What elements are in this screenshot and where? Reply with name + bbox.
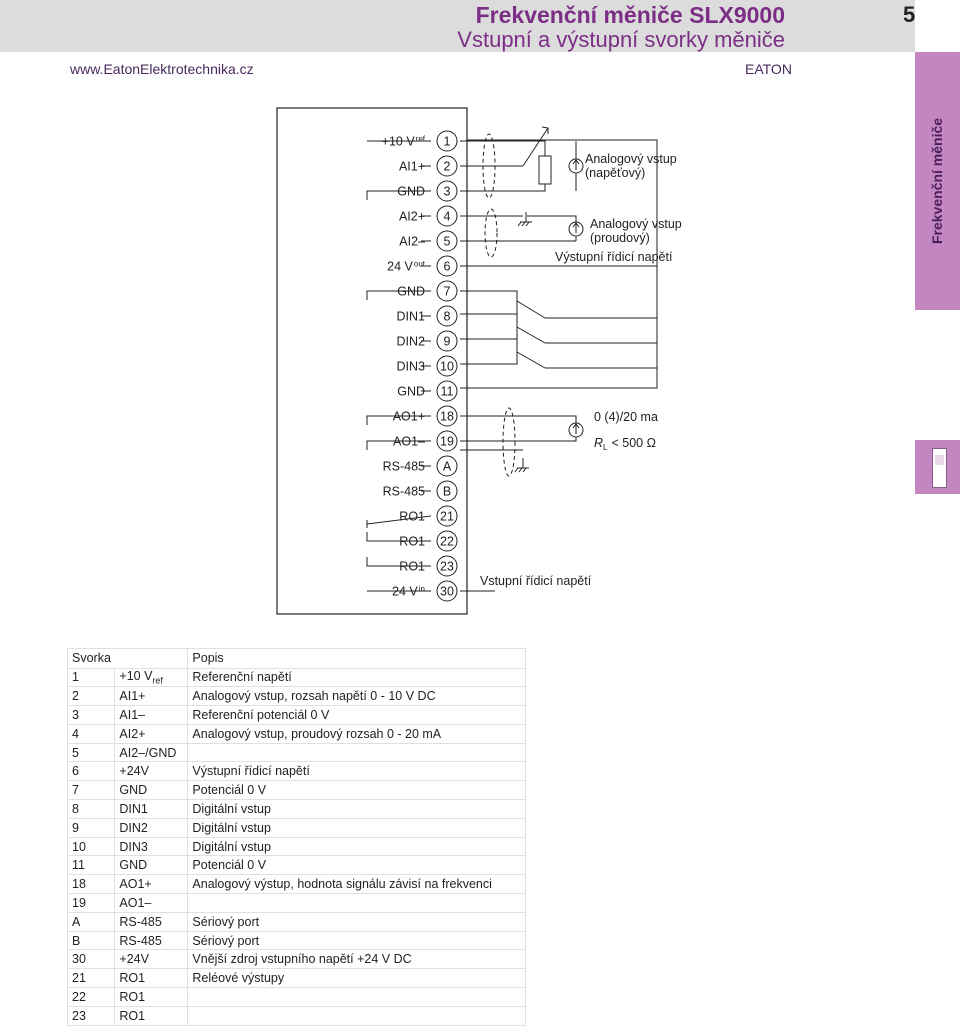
cell-name-text: RS-485 [119, 914, 162, 929]
terminal-pin: 7 [443, 284, 451, 299]
terminal-label: RO1 [399, 534, 425, 549]
table-row [68, 781, 526, 800]
terminal-label: GND [397, 184, 425, 199]
cell-name-text: AI2–/GND [119, 745, 177, 760]
table-row [68, 856, 526, 875]
cell-name [115, 875, 188, 894]
cell-name [115, 724, 188, 743]
terminal-label: AO1– [393, 434, 425, 449]
cell-pin: 23 [68, 1006, 115, 1025]
table-row [68, 988, 526, 1007]
terminal-label: RS-485 [382, 484, 425, 499]
cell-name-text: DIN1 [119, 801, 148, 816]
cell-name-sub: ref [152, 675, 163, 686]
table-row [68, 800, 526, 819]
table-row [68, 950, 526, 969]
cell-name [115, 762, 188, 781]
cell-description: Potenciál 0 V [188, 856, 526, 875]
terminal-pin: 6 [443, 259, 451, 274]
cell-name [115, 743, 188, 762]
terminal-pin: 8 [443, 309, 451, 324]
cell-pin: 4 [68, 724, 115, 743]
terminal-pin: 9 [443, 334, 451, 349]
table-row [68, 706, 526, 725]
cell-name [115, 781, 188, 800]
terminal-pin: A [442, 459, 452, 474]
terminal-label: RO1 [399, 559, 425, 574]
cell-pin: 22 [68, 988, 115, 1007]
table-row [68, 912, 526, 931]
terminal-label: RS-485 [382, 459, 425, 474]
brand-name: EATON [745, 61, 792, 77]
cell-name [115, 687, 188, 706]
cell-name [115, 969, 188, 988]
terminal-table [67, 648, 526, 1026]
cell-pin: 1 [68, 668, 115, 687]
control-voltage-output-label: Výstupní řídicí napětí [555, 250, 673, 264]
cell-pin: 8 [68, 800, 115, 819]
page-number: 5 [903, 2, 916, 27]
cell-pin: 2 [68, 687, 115, 706]
cell-description [188, 1006, 526, 1025]
cell-name-text: GND [119, 783, 148, 798]
cell-pin: 30 [68, 950, 115, 969]
cell-name-text: RO1 [119, 1008, 146, 1023]
cell-name-text: +24V [119, 764, 149, 779]
cell-description: Reléové výstupy [188, 969, 526, 988]
cell-pin: 3 [68, 706, 115, 725]
terminal-B [383, 481, 457, 501]
cell-name-text: RS-485 [119, 933, 162, 948]
header-terminal: Svorka [68, 649, 115, 669]
cell-name-text: AO1– [119, 895, 152, 910]
website-link[interactable]: www.EatonElektrotechnika.cz [70, 61, 254, 77]
cell-pin: 9 [68, 818, 115, 837]
cell-name-text: AI1+ [119, 689, 146, 704]
terminal-label: RO1 [399, 509, 425, 524]
header-blank [115, 649, 188, 669]
terminal-pin: 4 [443, 209, 451, 224]
terminal-pin: 5 [443, 234, 451, 249]
terminal-pin: 30 [440, 584, 454, 599]
table-row [68, 837, 526, 856]
cell-description: Analogový vstup, rozsah napětí 0 - 10 V DC [188, 687, 526, 706]
cell-pin: 6 [68, 762, 115, 781]
terminal-pin: 18 [440, 409, 454, 424]
terminal-pin: 1 [443, 134, 451, 149]
terminal-A [383, 456, 457, 476]
terminal-label: DIN3 [396, 359, 425, 374]
terminal-pin: 10 [440, 359, 454, 374]
cell-description: Digitální vstup [188, 818, 526, 837]
cell-description: Analogový vstup, proudový rozsah 0 - 20 mA [188, 724, 526, 743]
current-output-label: 0 (4)/20 ma [594, 410, 658, 424]
cell-description: Výstupní řídicí napětí [188, 762, 526, 781]
cell-name [115, 856, 188, 875]
table-row [68, 668, 526, 687]
terminal-label: +10 $V^{ref}$ [381, 134, 425, 149]
terminal-label: AI1+ [398, 159, 425, 174]
cell-name [115, 931, 188, 950]
cell-name [115, 912, 188, 931]
cell-name-text: RO1 [119, 971, 146, 986]
cell-description: Referenční napětí [188, 668, 526, 687]
cell-name [115, 837, 188, 856]
cell-pin: B [68, 931, 115, 950]
terminal-label: AI2+ [398, 209, 425, 224]
cell-description: Sériový port [188, 931, 526, 950]
cell-name [115, 800, 188, 819]
cell-pin: 21 [68, 969, 115, 988]
cell-name [115, 894, 188, 913]
cell-name [115, 706, 188, 725]
cell-name-text: DIN2 [119, 820, 148, 835]
page-title: Frekvenční měniče SLX9000 [475, 2, 785, 28]
table-row [68, 743, 526, 762]
header-description: Popis [188, 649, 526, 669]
cell-description: Digitální vstup [188, 837, 526, 856]
terminal-label: DIN2 [396, 334, 425, 349]
terminal-pin: 11 [440, 384, 454, 399]
cell-name [115, 988, 188, 1007]
analog-current-input-label: Analogový vstup (proudový) [590, 217, 682, 245]
terminal-label: GND [397, 384, 425, 399]
cell-description: Digitální vstup [188, 800, 526, 819]
terminal-pin: 21 [440, 509, 454, 524]
terminal-label: AO1+ [392, 409, 425, 424]
cell-description [188, 894, 526, 913]
table-header-row [68, 649, 526, 669]
cell-pin: A [68, 912, 115, 931]
cell-pin: 7 [68, 781, 115, 800]
terminal-pin: 3 [443, 184, 451, 199]
terminal-label: 24 $V^{in}$ [392, 584, 425, 599]
terminal-label: GND [397, 284, 425, 299]
load-resistance-label: $R_L < 500$ Ω [594, 436, 656, 452]
terminal-pin: B [442, 484, 452, 499]
terminal-pin: 19 [440, 434, 454, 449]
table-row [68, 762, 526, 781]
terminal-pin: 22 [440, 534, 454, 549]
table-row [68, 969, 526, 988]
cell-pin: 19 [68, 894, 115, 913]
cell-name-text: DIN3 [119, 839, 148, 854]
terminal-label: DIN1 [396, 309, 425, 324]
cell-name-text: GND [119, 858, 148, 873]
cell-description: Referenční potenciál 0 V [188, 706, 526, 725]
terminal-label: 24 $V^{out}$ [387, 259, 425, 274]
table-row [68, 724, 526, 743]
cell-description: Analogový výstup, hodnota signálu závisí na frekvenci [188, 875, 526, 894]
cell-description: Sériový port [188, 912, 526, 931]
cell-name-text: AI2+ [119, 726, 146, 741]
cell-name [115, 950, 188, 969]
cell-pin: 18 [68, 875, 115, 894]
cell-name-text: AO1+ [119, 877, 152, 892]
analog-voltage-input-label: Analogový vstup (napěťový) [585, 152, 677, 180]
cell-name [115, 668, 188, 687]
cell-pin: 5 [68, 743, 115, 762]
cell-name-text: +10 V [119, 669, 153, 684]
page-subtitle: Vstupní a výstupní svorky měniče [457, 27, 785, 52]
cell-description [188, 743, 526, 762]
side-tab-label: Frekvenční měniče [929, 117, 946, 245]
cell-name [115, 818, 188, 837]
table-row [68, 818, 526, 837]
cell-name-text: RO1 [119, 989, 146, 1004]
cell-name [115, 1006, 188, 1025]
cell-name-text: AI1– [119, 707, 146, 722]
cell-description: Potenciál 0 V [188, 781, 526, 800]
terminal-label: AI2– [399, 234, 425, 249]
cell-pin: 11 [68, 856, 115, 875]
table-row [68, 875, 526, 894]
terminal-pin: 23 [440, 559, 454, 574]
cell-description: Vnější zdroj vstupního napětí +24 V DC [188, 950, 526, 969]
cell-description [188, 988, 526, 1007]
table-row [68, 687, 526, 706]
table-body [68, 668, 526, 1025]
table-row [68, 1006, 526, 1025]
terminal-pin: 2 [443, 159, 451, 174]
cell-pin: 10 [68, 837, 115, 856]
cell-name-text: +24V [119, 952, 149, 967]
control-voltage-input-label: Vstupní řídicí napětí [480, 574, 592, 588]
table-row [68, 894, 526, 913]
table-row [68, 931, 526, 950]
